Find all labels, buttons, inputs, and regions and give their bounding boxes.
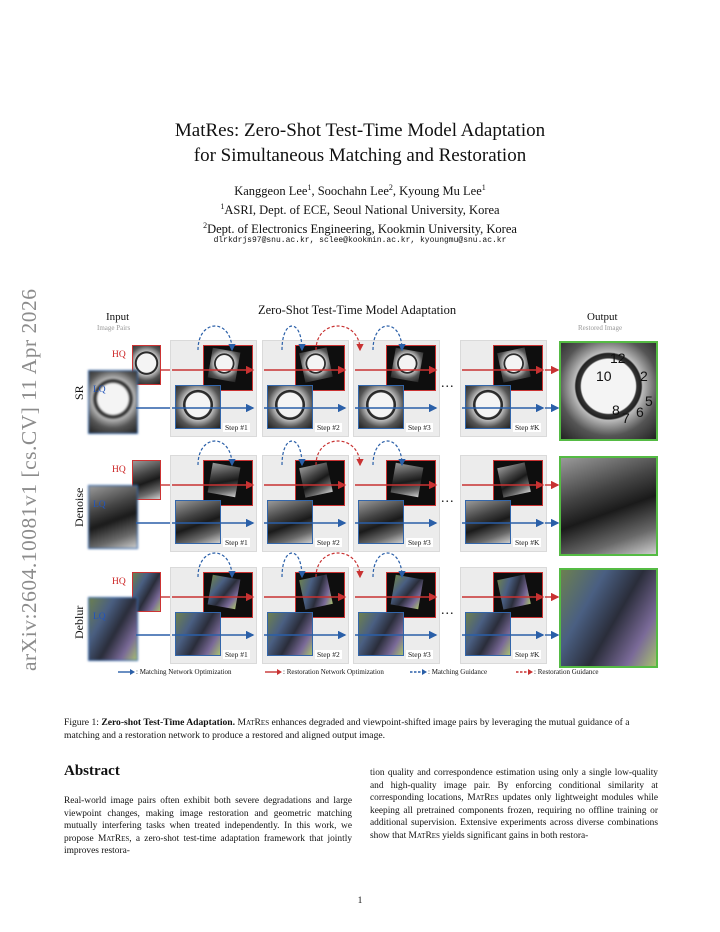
step-label: Step #K <box>515 538 540 547</box>
matching-guidance-arrow <box>198 326 232 350</box>
step-label: Step #3 <box>408 423 431 432</box>
step-label: Step #1 <box>225 423 248 432</box>
lq-tag: LQ <box>93 500 106 510</box>
clock-numeral: 10 <box>596 368 612 384</box>
ellipsis: ... <box>441 603 455 618</box>
lq-tag: LQ <box>93 612 106 622</box>
ellipsis: ... <box>441 376 455 391</box>
step-label: Step #3 <box>408 538 431 547</box>
legend-item <box>410 668 487 676</box>
matching-guidance-arrow <box>282 326 302 350</box>
hq-tag: HQ <box>112 350 126 360</box>
legend-swatch <box>410 668 428 676</box>
abstract-right-column: tion quality and correspondence estimation using only a single low-quality and high-quality image pair. By enforcing conditional similarity at corresponding locations, MatRes updates only lightweight modules while keeping all pretrained components frozen, requiring no offline training or additional supervision. Extensive experiments across diverse combinations show that MatRes yields significant gains in both restora- <box>370 768 659 841</box>
output-label: Output <box>587 311 618 323</box>
step-label: Step #1 <box>225 538 248 547</box>
row-label-sr: SR <box>72 385 86 400</box>
affiliation-1: $^1$ASRI, Dept. of ECE, Seoul National University, Korea <box>220 202 500 218</box>
abstract-heading: Abstract <box>64 763 120 779</box>
clock-numeral: 2 <box>640 368 648 384</box>
page-number: 1 <box>357 896 363 906</box>
step-label: Step #3 <box>408 650 431 659</box>
restoration-guidance-arrow <box>316 553 360 577</box>
input-sublabel: Image Pairs <box>97 324 131 332</box>
matching-guidance-arrow <box>198 553 232 577</box>
clock-numeral: 7 <box>622 410 630 426</box>
legend-item <box>516 668 599 676</box>
matching-guidance-arrow <box>373 441 402 465</box>
restoration-guidance-arrow <box>316 326 360 350</box>
output-sublabel: Restored Image <box>578 324 623 332</box>
step-label: Step #2 <box>317 538 340 547</box>
legend-swatch <box>516 668 534 676</box>
matching-guidance-arrow <box>373 326 402 350</box>
title-line-2: for Simultaneous Matching and Restoration <box>193 145 527 166</box>
affiliation-2: $^2$Dept. of Electronics Engineering, Kookmin University, Korea <box>203 221 517 237</box>
figure-caption: Figure 1: Zero-shot Test-Time Adaptation. MatRes enhances degraded and viewpoint-shifted image pairs by leveraging the mutual guidance of a matching and a restoration network to produce a restored and aligned output image. <box>64 717 630 741</box>
legend-label: : Matching Network Optimization <box>136 668 232 676</box>
clock-numeral: 5 <box>645 393 653 409</box>
title-line-1: MatRes: Zero-Shot Test-Time Model Adaptation <box>174 120 546 141</box>
step-label: Step #2 <box>317 650 340 659</box>
matching-guidance-arrow <box>198 441 232 465</box>
step-label: Step #K <box>515 650 540 659</box>
matching-guidance-arrow <box>282 553 302 577</box>
matching-guidance-arrow <box>373 553 402 577</box>
step-label: Step #2 <box>317 423 340 432</box>
legend-item <box>118 668 231 676</box>
legend-label: : Restoration Guidance <box>534 668 599 676</box>
legend-label: : Matching Guidance <box>428 668 488 676</box>
row-label-denoise: Denoise <box>72 487 86 527</box>
input-label: Input <box>106 311 130 323</box>
ellipsis: ... <box>441 491 455 506</box>
hq-tag: HQ <box>112 577 126 587</box>
author-names: Kanggeon Lee$^1$, Soochahn Lee$^2$, Kyoung Mu Lee$^1$ <box>234 183 486 199</box>
clock-numeral: 6 <box>636 404 644 420</box>
arxiv-identifier: arXiv:2604.10081v1 [cs.CV] 11 Apr 2026 <box>17 288 41 671</box>
legend-swatch <box>118 668 136 676</box>
legend-item <box>265 668 384 676</box>
clock-numeral: 12 <box>610 350 626 366</box>
hq-tag: HQ <box>112 465 126 475</box>
author-emails: dlrkdrjs97@snu.ac.kr, sclee@kookmin.ac.kr, kyoungmu@snu.ac.kr <box>213 236 507 245</box>
step-label: Step #1 <box>225 650 248 659</box>
step-label: Step #K <box>515 423 540 432</box>
figure-heading: Zero-Shot Test-Time Model Adaptation <box>258 303 457 317</box>
matching-guidance-arrow <box>282 441 302 465</box>
legend-swatch <box>265 668 283 676</box>
clock-numeral: 8 <box>612 402 620 418</box>
legend-label: : Restoration Network Optimization <box>283 668 384 676</box>
row-label-deblur: Deblur <box>72 605 86 639</box>
restoration-guidance-arrow <box>316 441 360 465</box>
lq-tag: LQ <box>93 385 106 395</box>
abstract-left-column: Real-world image pairs often exhibit both severe degradations and large viewpoint changes, making image restoration and geometric matching mutually interfering tasks when treated independently. In this work, we propose MatRes, a zero-shot test-time adaptation framework that jointly improves restora- <box>64 796 353 857</box>
